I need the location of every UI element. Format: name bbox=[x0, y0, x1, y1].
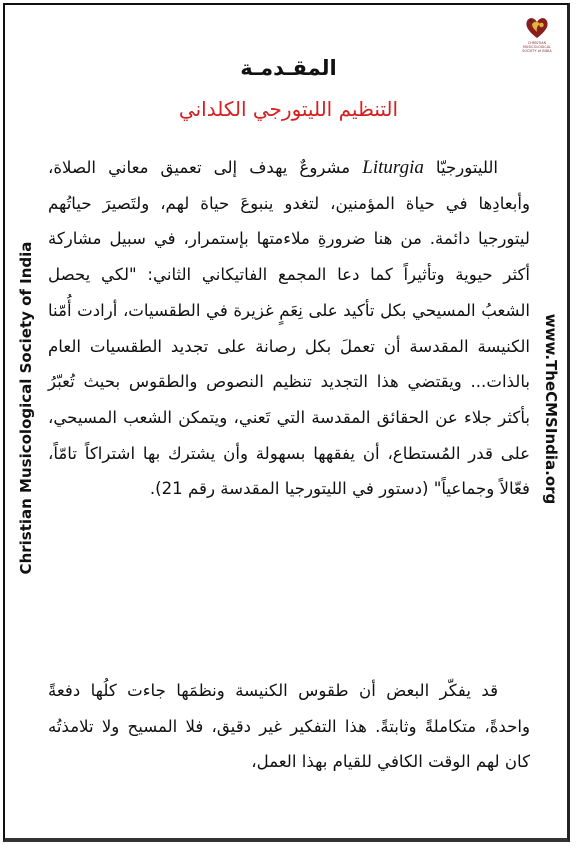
paragraph-2 bbox=[48, 673, 530, 780]
paragraph-1-rest: مشروعٌ يهدف إلى تعميق معاني الصلاة، وأبعادِها في حياة المؤمنين، لتغدو ينبوعَ حياة لهم، ولتَصيرَ حياتُهم ليتورجيا دائمة. من هنا ضرورةِ ملاءمتها بإستمرار، في سبيل مشاركة أكثر حيوية وتأثيراً كما دعا المجمع الفاتيكاني الثاني: "لكي يحصل الشعبُ المسيحي بكل تأكيد على نِعَمٍ غزيرة في الطقسيات، أرادت أُمّنا الكنيسة المقدسة أن تعملَ بكل رصانة على تجديد الطقسيات العام بالذات... ويقتضي هذا التجديد تنظيم النصوص والطقوس بحيث تُعبّرُ بأكثر جلاء عن الحقائق المقدسة التي تَعني، ويتمكن الشعب المسيحي، على قدر المُستطاع، أن يفقهها بسهولة وأن يشترك بها اشتراكاً تامّاً، فعّالاً وجماعياً" (دستور في الليتورجيا المقدسة رقم 21). bbox=[48, 158, 530, 499]
paragraph-1 bbox=[48, 150, 530, 507]
logo-text bbox=[519, 41, 555, 53]
society-name-vertical: Christian Musicological Society of India bbox=[17, 241, 35, 575]
logo-text-line3: SOCIETY of INDIA bbox=[522, 49, 552, 53]
paragraph-1-start: الليتورجيّا bbox=[435, 158, 498, 177]
side-text-left bbox=[16, 243, 36, 573]
website-url-vertical[interactable]: www.TheCMSIndia.org bbox=[542, 313, 560, 505]
latin-term: Liturgia bbox=[362, 157, 424, 178]
cms-emblem-icon bbox=[519, 16, 555, 40]
page-title: المقـدمـة bbox=[240, 56, 337, 80]
logo-text-line2: MUSICOLOGICAL bbox=[523, 45, 551, 49]
logo-text-line1: CHRISTIAN bbox=[527, 41, 547, 45]
paragraph-2-text: قد يفكّر البعض أن طقوس الكنيسة ونظمَها جاءت كلُها دفعةً واحدةً، متكاملةً وثابتةً. هذا التفكير غير دقيق، فلا المسيح ولا تلامذتُه كان لهم الوقت الكافي للقيام بهذا العمل، bbox=[48, 681, 530, 772]
page-subtitle: التنظيم الليتورجي الكلداني bbox=[178, 97, 399, 121]
logo bbox=[519, 16, 555, 60]
side-text-right bbox=[541, 313, 561, 505]
